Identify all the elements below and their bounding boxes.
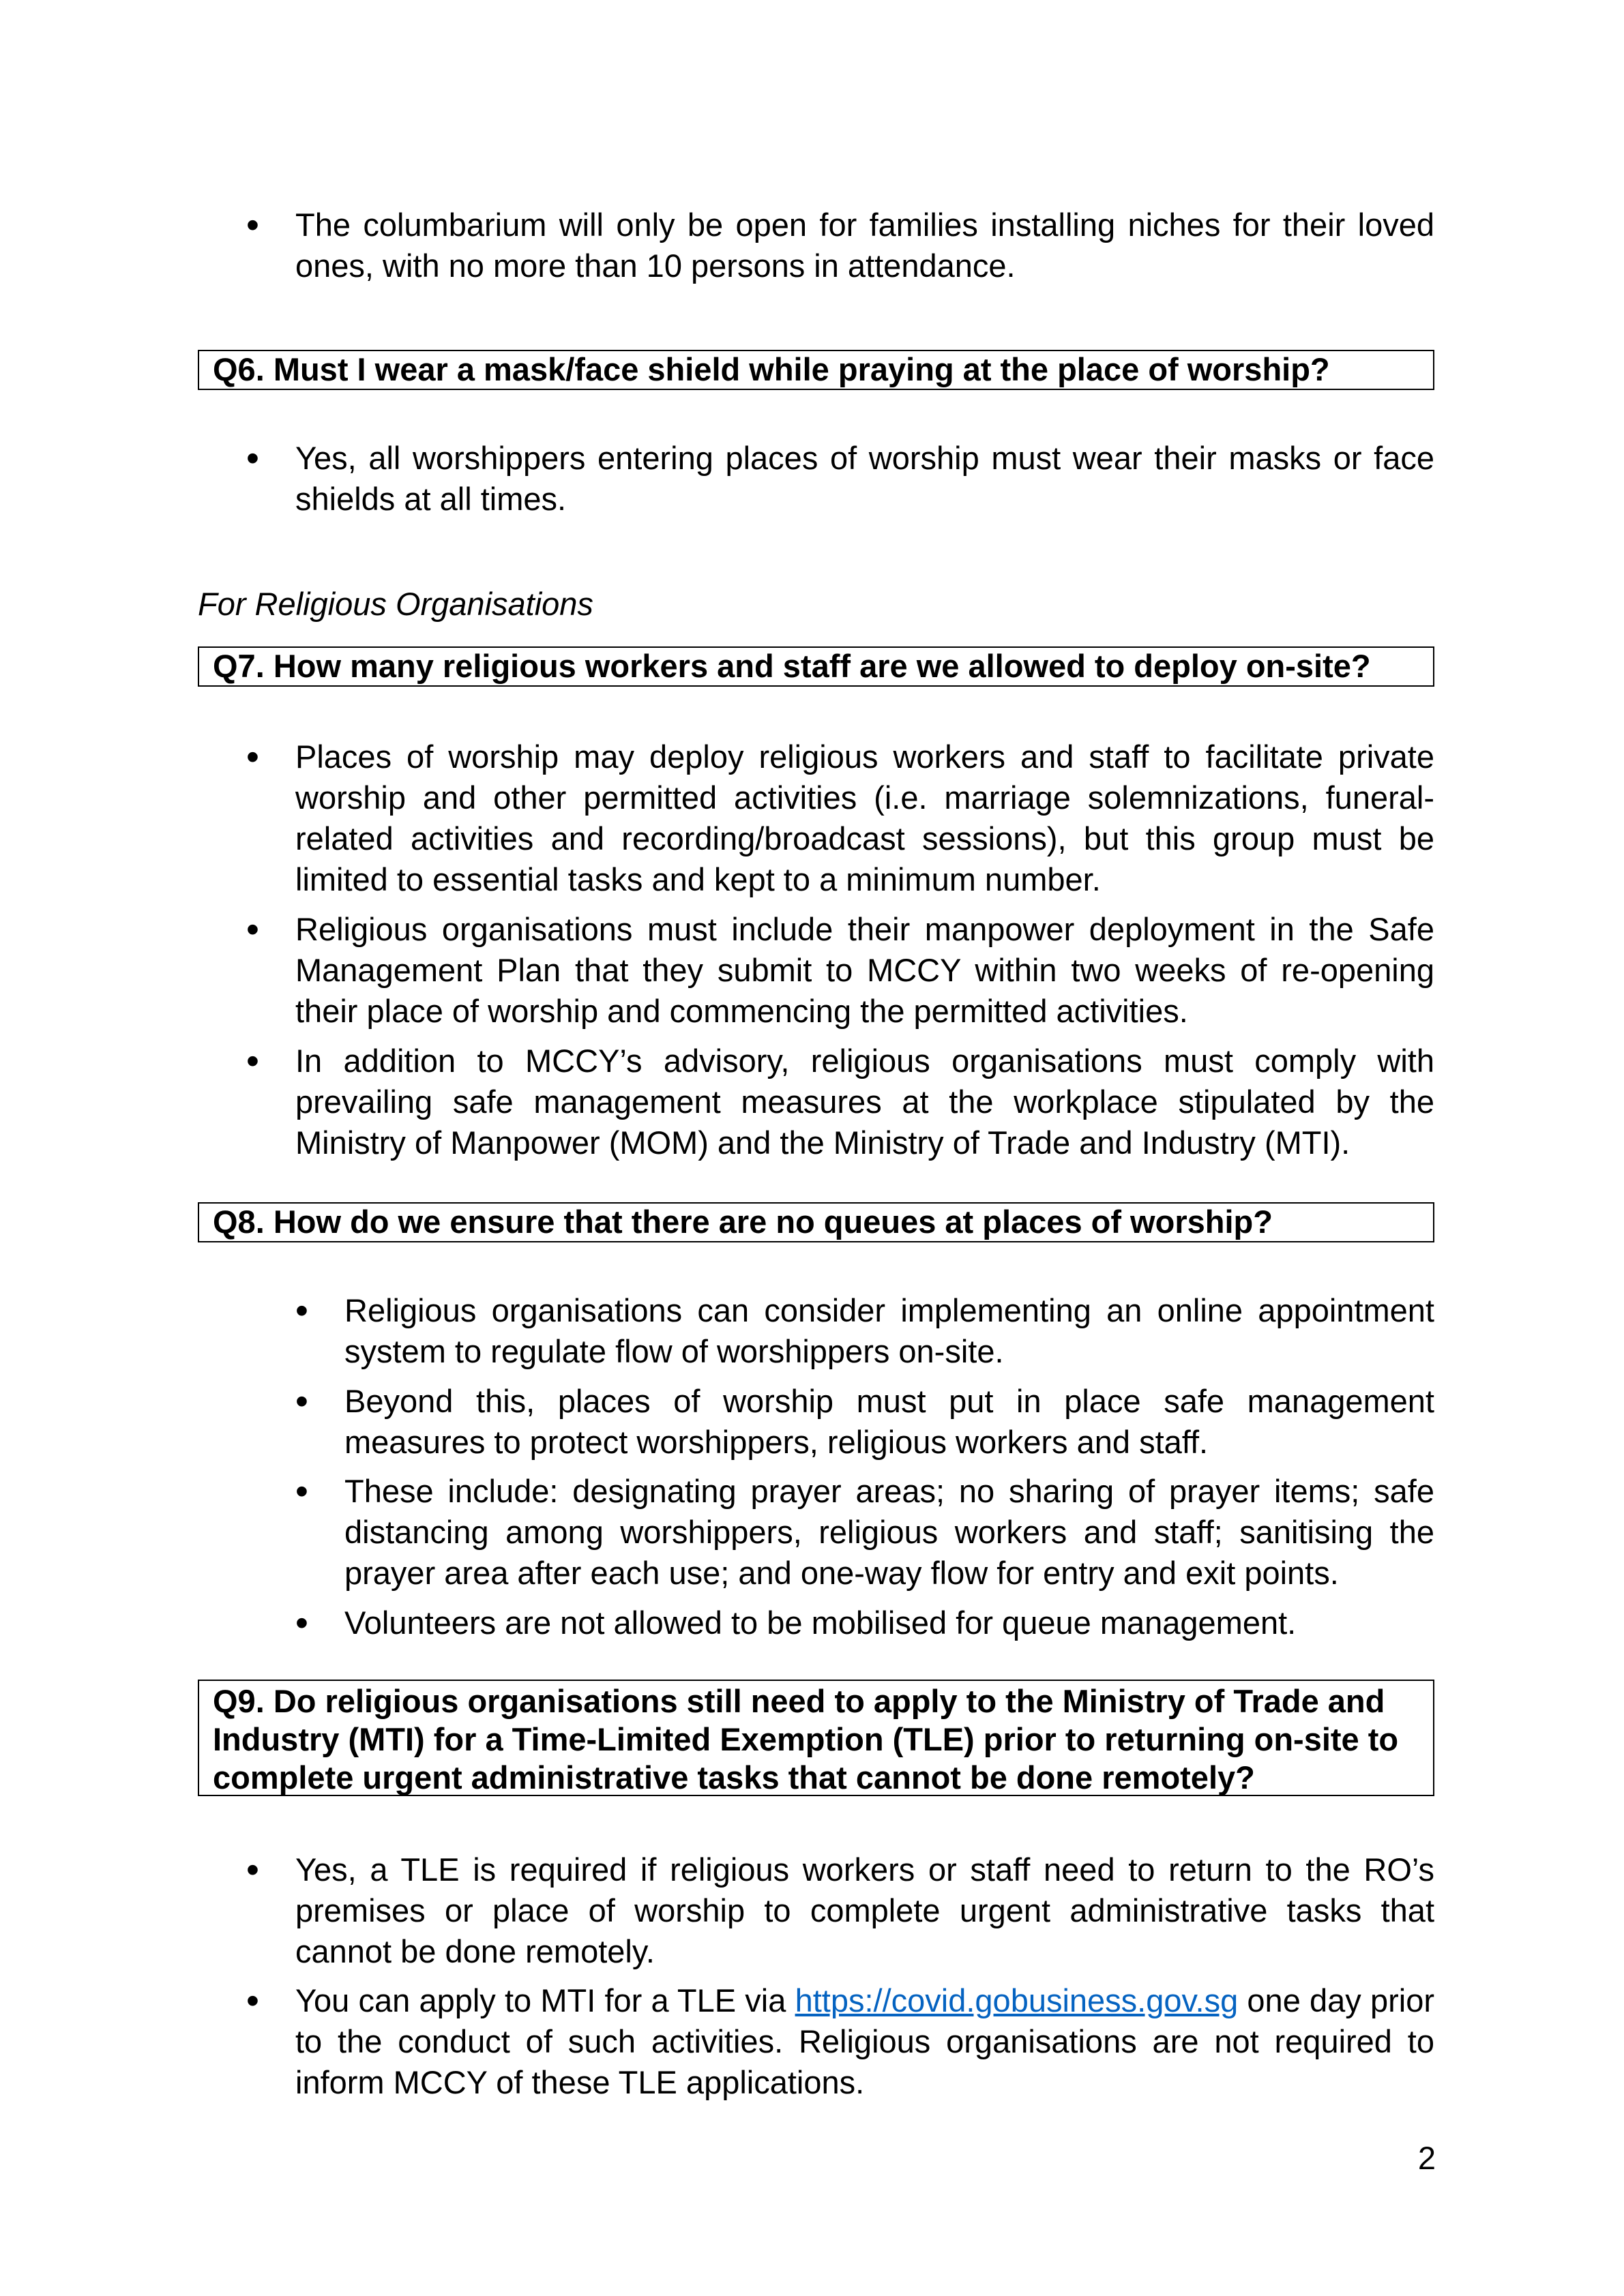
bullet-columbarium: • The columbarium will only be open for families installing niches for their loved ones, with no more than 10 persons in attendance. <box>295 205 1434 286</box>
bullet-q8-answer-4: • Volunteers are not allowed to be mobilised for queue management. <box>344 1602 1434 1643</box>
question-q7: Q7. How many religious workers and staff are we allowed to deploy on-site? <box>198 646 1434 687</box>
bullet-q7-answer-3: • In addition to MCCY’s advisory, religious organisations must comply with prevailing safe management measures at the workplace stipulated by the Ministry of Manpower (MOM) and the Ministry of Trade and Industry (MTI). <box>295 1041 1434 1163</box>
bullet-q8-answer-2: • Beyond this, places of worship must put in place safe management measures to protect worshippers, religious workers and staff. <box>344 1381 1434 1463</box>
bullet-q8-answer-1: • Religious organisations can consider implementing an online appointment system to regulate flow of worshippers on-site. <box>344 1290 1434 1372</box>
bullet-q6-answer-1: • Yes, all worshippers entering places of worship must wear their masks or face shields at all times. <box>295 438 1434 520</box>
gobusiness-link[interactable]: https://covid.gobusiness.gov.sg <box>795 1982 1239 2018</box>
question-q8: Q8. How do we ensure that there are no queues at places of worship? <box>198 1202 1434 1242</box>
question-q9: Q9. Do religious organisations still need to apply to the Ministry of Trade and Industry (MTI) for a Time-Limited Exemption (TLE) prior to returning on-site to complete urgent administrative tasks that cannot be done remotely? <box>198 1680 1434 1796</box>
question-q6: Q6. Must I wear a mask/face shield while praying at the place of worship? <box>198 350 1434 390</box>
page-number: 2 <box>1417 2140 1436 2176</box>
bullet-q9-answer-2 <box>295 1980 1434 2103</box>
bullet-q7-answer-2: • Religious organisations must include their manpower deployment in the Safe Management Plan that they submit to MCCY within two weeks of re-opening their place of worship and commencing the permitted activities. <box>295 909 1434 1032</box>
bullet-q9-answer-1: • Yes, a TLE is required if religious workers or staff need to return to the RO’s premises or place of worship to complete urgent administrative tasks that cannot be done remotely. <box>295 1849 1434 1972</box>
answer-text-before-link: You can apply to MTI for a TLE via <box>295 1982 795 2018</box>
bullet-q8-answer-3: • These include: designating prayer areas; no sharing of prayer items; safe distancing among worshippers, religious workers and staff; sanitising the prayer area after each use; and one-way flow for entry and exit points. <box>344 1471 1434 1594</box>
section-heading: For Religious Organisations <box>198 586 593 622</box>
answer-text-after-link: one day prior to the conduct of such activities. Religious organisations are not required to inform MCCY of these TLE applications. <box>295 1982 1434 2100</box>
bullet-q7-answer-1: • Places of worship may deploy religious workers and staff to facilitate private worship and other permitted activities (i.e. marriage solemnizations, funeral-related activities and recording/broadcast sessions), but this group must be limited to essential tasks and kept to a minimum number. <box>295 736 1434 900</box>
